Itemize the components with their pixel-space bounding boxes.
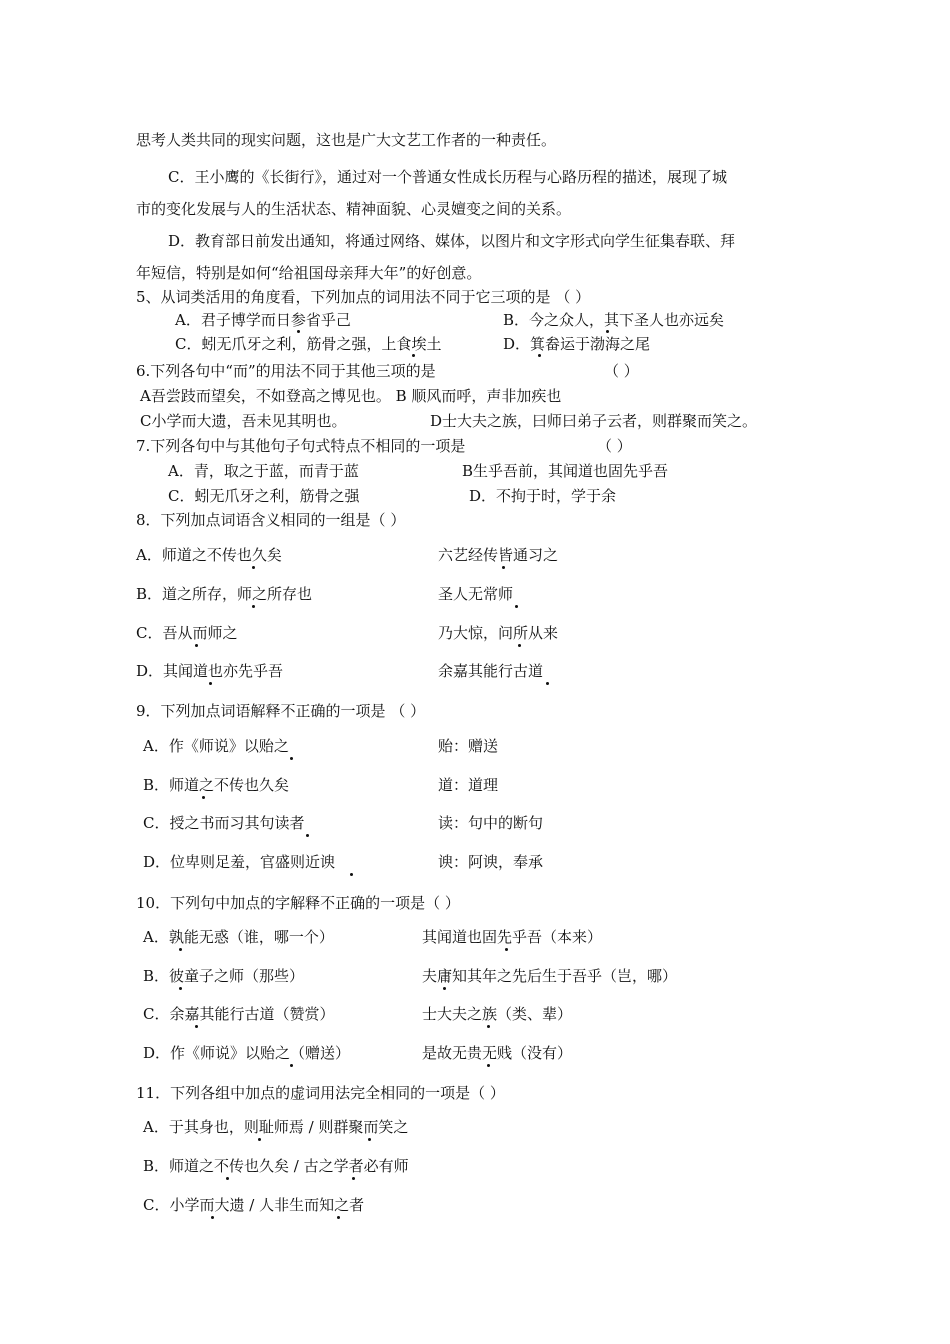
q8-row-a-right: 六艺经传皆通习之 <box>438 546 559 564</box>
emphasis-dot <box>350 873 353 876</box>
q7-option-b: B生乎吾前，其闻道也固先乎吾 <box>462 462 669 480</box>
emphasis-dot <box>290 757 293 760</box>
emphasis-dot <box>546 682 549 685</box>
emphasis-dot <box>538 354 541 357</box>
q9-row-a-right: 贻：赠送 <box>438 737 499 755</box>
q8-row-b-right: 圣人无常师 <box>438 585 514 603</box>
q6-stem: 6.下列各句中“而”的用法不同于其他三项的是 <box>136 362 436 380</box>
q4-option-d-line2: 年短信，特别是如何“给祖国母亲拜大年”的好创意。 <box>136 264 482 282</box>
emphasis-dot <box>202 796 205 799</box>
q8-stem: 8．下列加点词语含义相同的一组是（ ） <box>136 511 406 529</box>
q8-row-b-left: B．道之所存，师之所存也 <box>136 585 313 603</box>
q4-option-d-line1: D．教育部日前发出通知，将通过网络、媒体，以图片和文字形式向学生征集春联、拜 <box>168 232 736 250</box>
q4-option-c-line2: 市的变化发展与人的生活状态、精神面貌、心灵嬗变之间的关系。 <box>136 200 572 218</box>
q10-row-a-left: A．孰能无惑（谁，哪一个） <box>143 928 334 946</box>
q5-option-b: B．今之众人，其下圣人也亦远矣 <box>503 311 725 329</box>
q5-stem: 5、从词类活用的角度看，下列加点的词用法不同于它三项的是 （ ） <box>136 288 591 306</box>
q6-options-ab: A吾尝跂而望矣，不如登高之博见也。 B 顺风而呼，声非加疾也 <box>140 387 562 405</box>
q10-row-c-left: C．余嘉其能行古道（赞赏） <box>143 1005 335 1023</box>
emphasis-dot <box>502 566 505 569</box>
emphasis-dot <box>211 1216 214 1219</box>
q9-row-b-right: 道：道理 <box>438 776 499 794</box>
q5-option-a: A．君子博学而日参省乎己 <box>175 311 351 329</box>
q8-row-c-right: 乃大惊，问所从来 <box>438 624 559 642</box>
q7-answer-paren: （ ） <box>597 437 632 455</box>
emphasis-dot <box>337 1216 340 1219</box>
q7-stem: 7.下列各句中与其他句子句式特点不相同的一项是 <box>136 437 466 455</box>
q5-option-c: C．蚓无爪牙之利，筋骨之强，上食埃土 <box>175 335 442 353</box>
q10-row-c-right: 士大夫之族（类、辈） <box>422 1005 573 1023</box>
q10-row-a-right: 其闻道也固先乎吾（本来） <box>422 928 603 946</box>
q9-row-d-left: D．位卑则足羞，官盛则近谀 <box>143 853 336 871</box>
emphasis-dot <box>297 330 300 333</box>
emphasis-dot <box>209 682 212 685</box>
q9-row-d-right: 谀：阿谀，奉承 <box>438 853 544 871</box>
emphasis-dot <box>352 1177 355 1180</box>
q8-row-d-left: D．其闻道也亦先乎吾 <box>136 662 284 680</box>
q6-option-d: D士大夫之族，曰师曰弟子云者，则群聚而笑之。 <box>430 412 758 430</box>
q8-row-a-left: A．师道之不传也久矣 <box>136 546 282 564</box>
emphasis-dot <box>179 948 182 951</box>
q10-row-b-right: 夫庸知其年之先后生于吾乎（岂，哪） <box>422 967 678 985</box>
emphasis-dot <box>258 1138 261 1141</box>
emphasis-dot <box>195 1025 198 1028</box>
q6-option-c: C小学而大遗，吾未见其明也。 <box>140 412 347 430</box>
q8-row-c-left: C．吾从而师之 <box>136 624 238 642</box>
emphasis-dot <box>505 948 508 951</box>
q7-option-d: D．不拘于时，学于余 <box>469 487 617 505</box>
q11-option-b: B．师道之不传也久矣 / 古之学者必有师 <box>143 1157 409 1175</box>
q7-option-a: A．青，取之于蓝，而青于蓝 <box>168 462 359 480</box>
emphasis-dot <box>515 605 518 608</box>
emphasis-dot <box>412 354 415 357</box>
q10-row-d-right: 是故无贵无贱（没有） <box>422 1044 573 1062</box>
q9-row-c-left: C．授之书而习其句读者 <box>143 814 305 832</box>
q8-row-d-right: 余嘉其能行古道 <box>438 662 544 680</box>
q10-stem: 10．下列句中加点的字解释不正确的一项是（ ） <box>136 894 460 912</box>
q4-option-c-line1: C．王小鹰的《长街行》，通过对一个普通女性成长历程与心路历程的描述，展现了城 <box>168 168 727 186</box>
q5-option-d: D．箕畚运于渤海之尾 <box>503 335 651 353</box>
emphasis-dot <box>306 834 309 837</box>
q10-row-b-left: B．彼童子之师（那些） <box>143 967 305 985</box>
q4-continuation-line: 思考人类共同的现实问题，这也是广大文艺工作者的一种责任。 <box>136 131 557 149</box>
q6-answer-paren: （ ） <box>604 362 639 380</box>
emphasis-dot <box>290 1064 293 1067</box>
emphasis-dot <box>252 605 255 608</box>
emphasis-dot <box>195 644 198 647</box>
q11-option-c: C．小学而大遗 / 人非生而知之者 <box>143 1196 365 1214</box>
emphasis-dot <box>252 566 255 569</box>
q11-stem: 11．下列各组中加点的虚词用法完全相同的一项是（ ） <box>136 1084 505 1102</box>
emphasis-dot <box>443 987 446 990</box>
q9-row-b-left: B．师道之不传也久矣 <box>143 776 290 794</box>
emphasis-dot <box>606 330 609 333</box>
q10-row-d-left: D．作《师说》以贻之（赠送） <box>143 1044 351 1062</box>
emphasis-dot <box>487 1025 490 1028</box>
emphasis-dot <box>368 1138 371 1141</box>
q11-option-a: A．于其身也，则耻师焉 / 则群聚而笑之 <box>143 1118 409 1136</box>
q9-row-c-right: 读：句中的断句 <box>438 814 544 832</box>
q7-option-c: C．蚓无爪牙之利，筋骨之强 <box>168 487 360 505</box>
emphasis-dot <box>179 987 182 990</box>
emphasis-dot <box>518 644 521 647</box>
q9-stem: 9．下列加点词语解释不正确的一项是 （ ） <box>136 702 426 720</box>
q9-row-a-left: A．作《师说》以贻之 <box>143 737 289 755</box>
emphasis-dot <box>487 1064 490 1067</box>
emphasis-dot <box>226 1177 229 1180</box>
